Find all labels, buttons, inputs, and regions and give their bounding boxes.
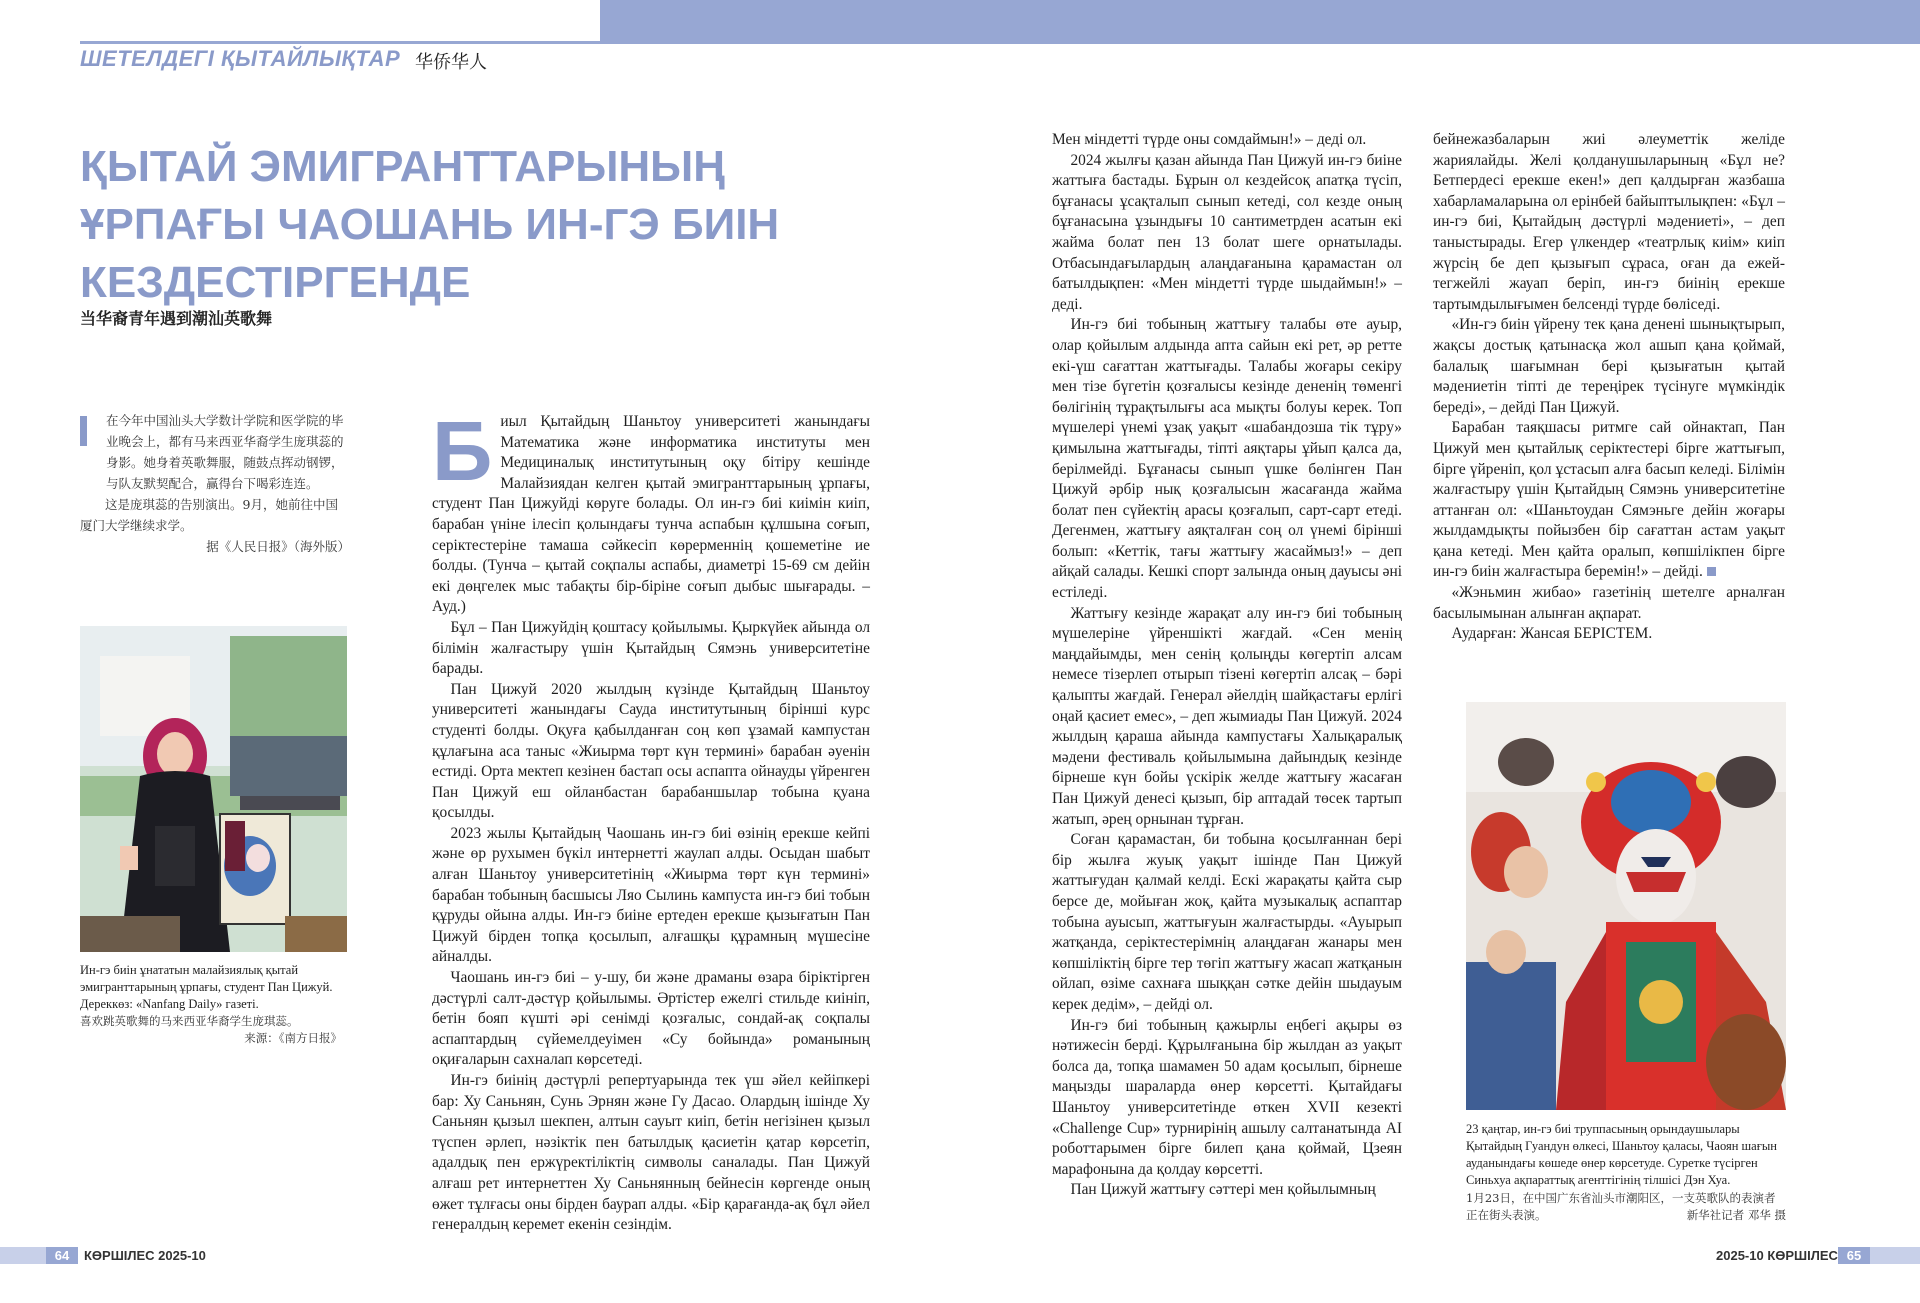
article-column-3 (1433, 130, 1785, 645)
right-photo-caption-cn: 1月23日，在中国广东省汕头市潮阳区，一支英歌队的表演者正在街头表演。 (1466, 1191, 1776, 1222)
article-paragraph: Жаттығу кезінде жарақат алу ин-гэ биі тобының мүшелеріне үйреншікті жағдай. «Сен менің маңдайымды, мен сенің қолыңды көгертіп алсам немесе тізерлеп отырып тізені көгертіп алсақ – бәрі қалыпты жағдай. Генерал әйелдің шайқастағы ерлігі оңай қасиет емес», – деп жымиады Пан Цижуй. 2024 жылдың қараша айында кампустағы Халықаралық мәдени фестиваль қойылымына дайындық кезінде бірнеше күн бойы үскірік желде жаттығу жасаған Пан Цижуй денесі қызып, бір аптадай төсек тартып жатып, әрең орнынан тұрған. (1052, 604, 1402, 828)
article-paragraph: 2023 жылы Қытайдың Чаошань ин-гэ биі өзінің ерекше кейпі және өр рухымен бүкіл интернетті жаулап алды. Осыдан шабыт алған Шаньтоу университетінің «Жиырма төрт күн термині» барабан тобының басшысы Ляо Сылинь кампуста ин-гэ биі тобын құруды ойына алды. Ин-гэ биіне ертеден ерекше қызығатын Пан Цижуй бірден топқа қосылып, алғашқы құрамның мүшесіне айналды. (432, 824, 870, 966)
yingge-dancer-photo (1466, 702, 1786, 1110)
right-photo-caption: 23 қаңтар, ин-гэ биі труппасының орындаушылары Қытайдың Гуандун өлкесі, Шаньтоу қаласы, Чаоян шағын ауданындағы көшеде өнер көрсетуде. Суретке түсірген Синьхуа ақпараттық агенттігінің тілшісі Дэн Хуа. (1466, 1122, 1777, 1187)
chinese-intro (80, 410, 350, 557)
article-translator: Аударған: Жансая БЕРІСТЕМ. (1451, 625, 1653, 643)
page-number-right: 65 (1838, 1247, 1870, 1264)
article-paragraph: Бұл – Пан Цижуйдің қоштасу қойылымы. Қыркүйек айында ол білімін жалғастыру үшін Қытайдың Сямэнь университетіне барады. (432, 618, 870, 678)
article-paragraph: 2024 жылғы қазан айында Пан Цижуй ин-гэ биіне жаттыға бастады. Бұрын ол кездейсоқ апатқа түсіп, бұғанасы ұсақталып сынып кетеді, сол кезде оның бұғанасына ұзындығы 10 сантиметрден асатын екі жайма болат пен 13 болат шеге орнатылады. Отбасындағылардың алаңдағанына қарамастан ол батылдықпен: «Мен міндетті түрде шыдаймын!» – деді. (1052, 151, 1402, 313)
article-paragraph: Пан Цижуй 2020 жылдың күзінде Қытайдың Шаньтоу университеті жанындағы Сауда институтының бірінші курс студенті болды. Оқуға қабылданған соң көп ұзамай кампустан құлағына аса таныс «Жиырма төрт күн термині» барабан әуенін естиді. Орта мектеп кезінен бастап осы аспапта ойнауды үйренген Пан Цижуй еш ойланбастан барабаншылар тобына қуана қосылды. (432, 680, 870, 822)
page-number-left: 64 (46, 1247, 78, 1264)
section-title: ШЕТЕЛДЕГІ ҚЫТАЙЛЫҚТАР (80, 46, 401, 71)
article-paragraph: бейнежазбаларын жиі әлеуметтік желіде жариялайды. Желі қолданушыларының «Бұл не? Бетпердесі ерекше екен!» деп қалдырған жазбаша хабарламаларына ол ерінбей байыптылықпен: «Бұл – ин-гэ биі, Қытайдың дәстүрлі мәдениеті», – деп таныстырады. Егер үлкендер «театрлық киім» киіп жүрсің бе деп қызығып сұраса, оған да ежей-тегжейлі жауап беріп, ин-гэ биінің ерекше тартымдылығымен белсенді түрде бөліседі. (1433, 131, 1785, 313)
header-rule (80, 41, 600, 44)
footer-magazine-right: 2025-10 КӨРШІЛЕС (1716, 1248, 1838, 1263)
footer-band-right (1870, 1247, 1920, 1264)
article-column-1 (432, 404, 870, 1236)
chinese-intro-source: 据《人民日报》（海外版） (206, 539, 350, 554)
footer-band-left (0, 1247, 46, 1264)
article-paragraph: Барабан таяқшасы ритмге сай ойнактап, Пан Цижуй мен қытайлық серіктестері бірге жаттығып, бірге үйреніп, қол ұстасып алға басып келеді. Білімін жалғастыру үшін Қытайдың Сямэнь университетіне аттанған ол: «Шаньтоудан Сямэньге дейін жоғары жылдамдықты пойызбен бір сағаттан астам уақыт қана кетеді. Мен қайта оралып, көпшілікпен бірге ин-гэ биін жалғастыра беремін!» – дейді. (1433, 419, 1785, 581)
student-with-poster-photo (80, 626, 347, 952)
article-paragraph: Мен міндетті түрде оны сомдаймын!» – деді ол. (1052, 131, 1367, 148)
section-title-cn: 华侨华人 (415, 52, 487, 73)
chinese-intro-paragraph: 这是庞琪蕊的告别演出。9月，她前往中国厦门大学继续求学。 (80, 497, 338, 533)
article-column-2 (1052, 130, 1402, 1201)
article-paragraph: Чаошань ин-гэ биі – у-шу, би және драманы өзара біріктірген дәстүрлі салт-дәстүр қойылымы. Әртістер ежелгі стильде киініп, бетін бояп күшті әрі сенімді қозғалыс, сондай-ақ соқпалы аспаптардың сүйемелдеуімен «Су бойында» романының оқиғаларын сахналап көрсетеді. (432, 969, 870, 1069)
article-paragraph: Ин-гэ биі тобының қажырлы еңбегі ақыры өз нәтижесін берді. Құрылғанына бір жылдан аз уақыт болса да, топқа шамамен 50 адам қосылып, бірнеше маңызды шараларда өнер көрсетті. Қытайдағы Шаньтоу университетінде өткен XVII кезекті «Challenge Cup» турнирінің ашылу салтанатында AI роботтарымен бірге билеп қана қоймай, Цзеян марафонына да қолдау көрсетті. (1052, 1016, 1402, 1178)
header-color-bar (600, 0, 1920, 44)
end-mark-icon (1707, 567, 1716, 576)
article-paragraph: Биыл Қытайдың Шаньтоу университеті жанындағы Математика және информатика институты мен Медициналық институтының оқу бітіру кешінде Малайзиядан келген қытай эмигранттарының ұрпағы, студент Пан Цижуйді көруге болады. Ол ин-гэ биі киімін киіп, барабан үніне ілесіп қолындағы тунча аспабын құлшына соғып, серіктестеріне тамаша сәйкесіп көрерменнің қошеметіне ие болды. (Тунча – қытай соқпалы аспабы, диаметрі 15-69 см дейін екі дөңгелек мыс табақты бір-біріне соғып дыбыс шығарады. – Ауд.) (432, 404, 870, 616)
article-paragraph: Соған қарамастан, би тобына қосылғаннан бері бір жылға жуық уақыт ішінде Пан Цижуй жаттығудан қалмай келді. Ескі жарақаты қайта сыр берсе де, мойыған жоқ, қайта музыкалық аспаптар тобына ауысып, жаттығуын жалғастырды. «Ауырып жатқанда, серіктестерімнің алаңдаған жанары мен көпшіліктің бірге тер төгіп жаттығу жасап жатқанын ойлап, өзіме сахнаға шыққан сәтке дейін шыдауым керек дедім», – дейді ол. (1052, 831, 1402, 1013)
article-title: ҚЫТАЙ ЭМИГРАНТТАРЫНЫҢ ҰРПАҒЫ ЧАОШАНЬ ИН-ГЭ БИІН КЕЗДЕСТІРГЕНДЕ (80, 142, 780, 307)
article-paragraph: Ин-гэ биі тобының жаттығу талабы өте ауыр, олар қойылым алдында апта сайын екі рет, әр ретте екі-үш сағаттан жаттығады. Талабы жоғары секіру мен тізе бүгетін қозғалысы кезінде дененің төменгі бөлігінің тұрақтылығы аса мықты болуы керек. Топ мүшелері үнемі ұзақ уақыт «шабандозша тік тұру» қимылына жаттығады, тіпті аяқтары ұйып қалса да, берілмейді. Бұғанасы сынып үшке бөлінген Пан Цижуй әрбір нық қозғалысын жасағанда жайма болат пен сүйектің арасы қозғалып, сарт-сарт етеді. Дегенмен, жаттығу аяқталған соң ол үнемі бірінші болып: «Кеттік, тағы жаттығу жасаймыз!» – деп айқай салады. Кешкі спорт залында оның дауысы әні естіледі. (1052, 316, 1402, 602)
left-photo-caption-source: 来源：《南方日报》 (244, 1031, 342, 1045)
chinese-intro-paragraph: 在今年中国汕头大学数计学院和医学院的毕业晚会上，都有马来西亚华裔学生庞琪蕊的身影。她身着英歌舞服，随鼓点挥动钢锣，与队友默契配合，赢得台下喝彩连连。 (106, 413, 344, 491)
left-photo-caption-cn: 喜欢跳英歌舞的马来西亚华裔学生庞琪蕊。 (80, 1014, 299, 1028)
drop-cap: Б (432, 404, 493, 498)
left-photo-caption: Ин-гэ биін ұнататын малайзиялық қытай эмигранттарының ұрпағы, студент Пан Цижуй. Дереккөз: «Nanfang Daily» газеті. (80, 963, 333, 1011)
article-source-note: «Жэньмин жибао» газетінің шетелге арналған басылымынан алынған ақпарат. (1433, 584, 1785, 622)
article-paragraph: Пан Цижуй жаттығу сәттері мен қойылымның (1070, 1181, 1376, 1199)
article-paragraph: «Ин-гэ биін үйрену тек қана денені шынықтырып, жақсы достық қатынасқа жол ашып қана қоймай, балалық шағымнан бері қызығатын қытай мәдениетін тіпті де тереңірек түсінуге мүмкіндік береді», – дейді Пан Цижуй. (1433, 316, 1785, 416)
article-subtitle-cn: 当华裔青年遇到潮汕英歌舞 (80, 309, 273, 328)
right-photo-caption-credit: 新华社记者 邓华 摄 (1686, 1208, 1786, 1222)
footer-magazine-left: КӨРШІЛЕС 2025-10 (84, 1248, 206, 1263)
article-paragraph: Ин-гэ биінің дәстүрлі репертуарында тек үш әйел кейіпкері бар: Ху Саньнян, Сунь Эрнян және Гу Дасао. Олардың ішінде Ху Саньнян қызыл шекпен, алтын сауыт киіп, бетін негізінен қызыл түспен әрлеп, нәзіктік пен батылдық қасиетін қатар көрсетіп, адалдық пен ержүректіліктің символы саналады. Пан Цижуй алғаш рет интернеттен Ху Саньнянның бейнесін көргенде оның өжет тұлғасы оны бірден баурап алды. «Бір қарағанда-ақ бұл әйел генералдың керемет екенін сезіндім. (432, 1072, 870, 1234)
